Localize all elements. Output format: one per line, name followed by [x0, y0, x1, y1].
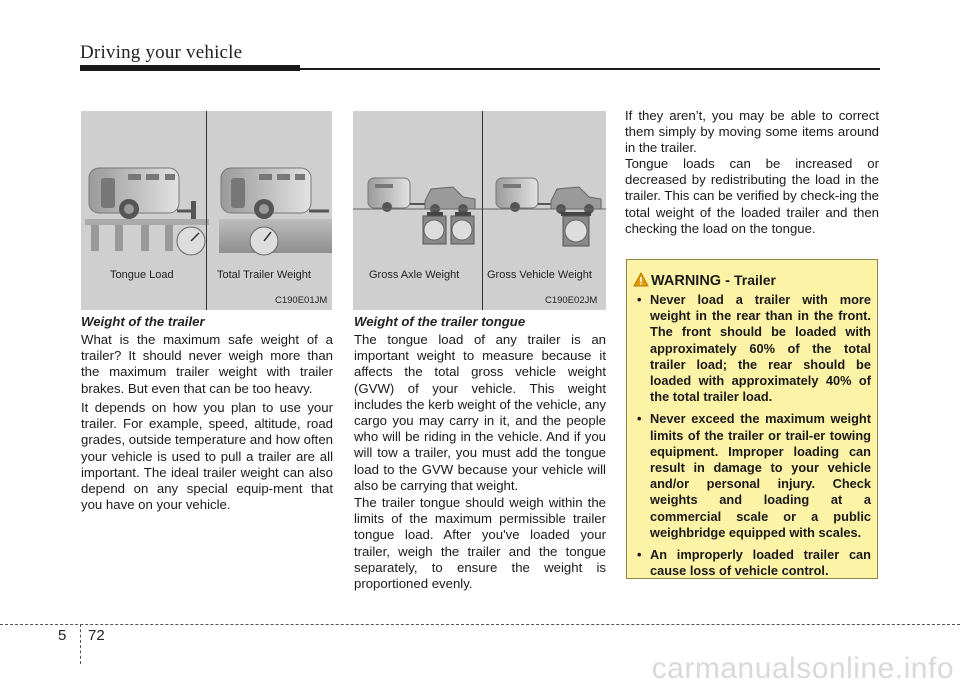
warning-item: • Never load a trailer with more weight in the rear than in the front. The front should be loaded with approximately 60% of the total trailer load; the rear should be loaded with approximately 40% of the total trailer load. — [637, 292, 871, 405]
warning-subtitle: Trailer — [733, 272, 776, 288]
figure-code: C190E01JM — [275, 295, 328, 306]
header-rule — [300, 68, 880, 70]
paragraph: Tongue loads can be increased or decreased by redistributing the load in the trailer. This can be verified by check-ing the total weight of the loaded trailer and then checking the load on the tongue. — [625, 156, 879, 236]
page-number: 72 — [88, 627, 105, 644]
footer-rule — [0, 624, 960, 625]
warning-box — [626, 259, 878, 579]
warning-heading — [651, 272, 776, 289]
chapter-number: 5 — [58, 627, 67, 644]
header-rule-thick — [80, 65, 300, 71]
watermark: carmanualsonline.info — [651, 652, 954, 685]
heading-trailer-weight: Weight of the trailer — [81, 314, 205, 329]
warning-title: WARNING - — [651, 273, 730, 289]
section-title: Driving your vehicle — [80, 42, 243, 63]
warning-item: • Never exceed the maximum weight limits of the trailer or trail-er towing equipment. Improper loading can result in damage to your vehicle and/or personal injury. Check weights and loading at a commercial scale or a public weighbridge equipped with scales. — [637, 411, 871, 541]
total-trailer-weight-label: Total Trailer Weight — [217, 269, 311, 281]
paragraph: What is the maximum safe weight of a trailer? It should never weigh more than the maximum trailer weight with trailer brakes. But even that can be too heavy. — [81, 332, 333, 396]
footer-divider — [80, 624, 81, 664]
figure-divider — [206, 111, 207, 310]
tongue-load-label: Tongue Load — [110, 269, 174, 281]
gross-vehicle-weight-label: Gross Vehicle Weight — [487, 269, 592, 281]
warning-list — [637, 292, 871, 585]
paragraph: The trailer tongue should weigh within the limits of the maximum permissible trailer tongue load. After you've loaded your trailer, weigh the trailer and the tongue separately, to ensure the weight is proportioned evenly. — [354, 495, 606, 592]
heading-tongue-weight: Weight of the trailer tongue — [354, 314, 526, 329]
paragraph: The tongue load of any trailer is an important weight to measure because it affects the total gross vehicle weight (GVW) of your vehicle. This weight includes the kerb weight of the vehicle, any cargo you may carry in it, and the people who will be riding in the vehicle. And if you will tow a trailer, you must add the tongue load to the GVW because your vehicle will also be carrying that weight. — [354, 332, 606, 493]
warning-triangle-icon — [633, 272, 649, 287]
figure-vehicle-weight — [353, 111, 606, 310]
warning-item: • An improperly loaded trailer can cause loss of vehicle control. — [637, 547, 871, 579]
figure-divider — [482, 111, 483, 310]
figure-trailer-weight — [81, 111, 332, 310]
paragraph: It depends on how you plan to use your trailer. For example, speed, altitude, road grades, outside temperature and how often your vehicle is used to pull a trailer are all important. The ideal trailer weight can also depend on any special equip-ment that you have on your vehicle. — [81, 400, 333, 513]
figure-code: C190E02JM — [545, 295, 598, 306]
paragraph: If they aren’t, you may be able to correct them simply by moving some items around in the trailer. — [625, 108, 879, 156]
gross-axle-weight-label: Gross Axle Weight — [369, 269, 460, 281]
